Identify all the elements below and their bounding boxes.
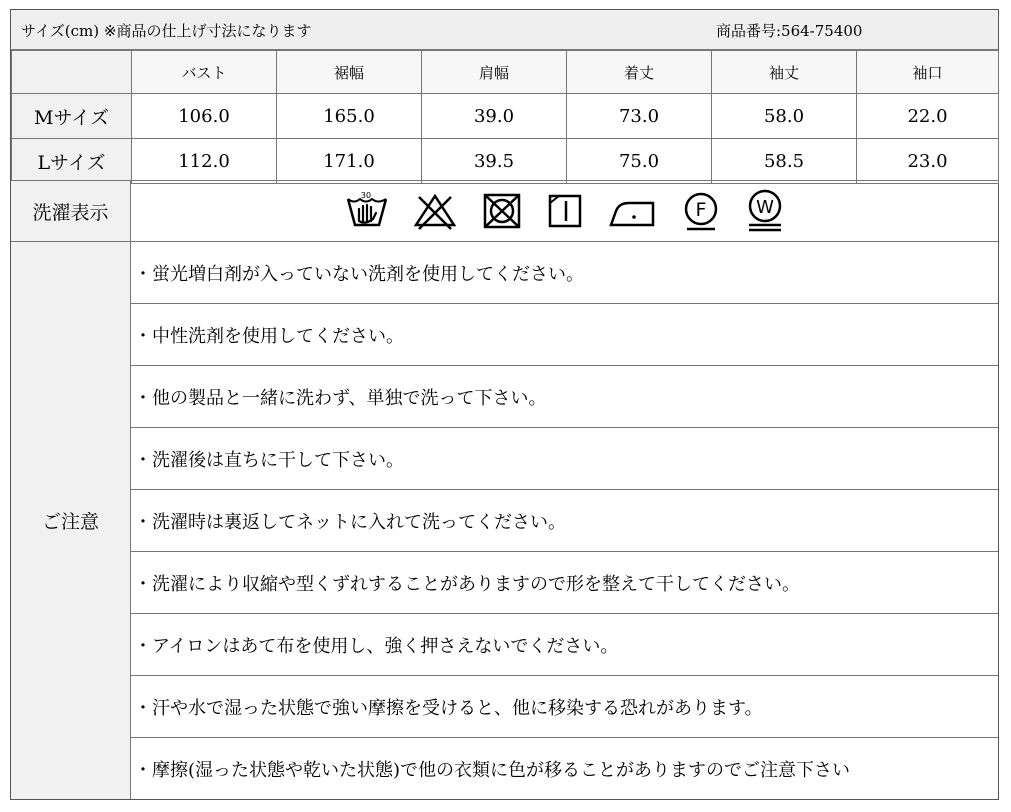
washing-symbols-row (11, 180, 998, 242)
table-cell: 58.5 (712, 139, 857, 184)
svg-text:30: 30 (360, 191, 371, 200)
hand-wash-30-icon (345, 191, 389, 231)
table-cell: 39.0 (422, 94, 567, 139)
product-number: 商品番号:564-75400 (716, 22, 863, 40)
row-label-l: Lサイズ (12, 139, 132, 184)
row-label-m: Mサイズ (12, 94, 132, 139)
list-item: ・中性洗剤を使用してください。 (131, 304, 998, 366)
notes-list (131, 242, 998, 799)
table-cell: 23.0 (857, 139, 999, 184)
list-item: ・洗濯により収縮や型くずれすることがありますので形を整えて干してください。 (131, 552, 998, 614)
col-bust: バスト (132, 51, 277, 94)
size-note: サイズ(cm) ※商品の仕上げ寸法になります (21, 22, 312, 40)
washing-icons (131, 181, 998, 241)
table-cell: 73.0 (567, 94, 712, 139)
header-bar (11, 10, 998, 50)
size-care-sheet (10, 9, 999, 800)
table-cell: 112.0 (132, 139, 277, 184)
table-cell: 106.0 (132, 94, 277, 139)
list-item: ・洗濯後は直ちに干して下さい。 (131, 428, 998, 490)
no-bleach-icon (413, 191, 457, 231)
wet-clean-W-icon (745, 188, 785, 234)
dry-clean-F-icon (681, 190, 721, 232)
washing-label: 洗濯表示 (11, 181, 131, 241)
list-item: ・アイロンはあて布を使用し、強く押さえないでください。 (131, 614, 998, 676)
no-tumble-dry-icon (481, 191, 523, 231)
table-cell: 171.0 (277, 139, 422, 184)
svg-text:F: F (695, 199, 706, 221)
list-item: ・汗や水で湿った状態で強い摩擦を受けると、他に移染する恐れがあります。 (131, 676, 998, 738)
list-item: ・蛍光増白剤が入っていない洗剤を使用してください。 (131, 242, 998, 304)
size-table-header (12, 51, 999, 94)
col-shoulder-width: 肩幅 (422, 51, 567, 94)
col-cuff: 袖口 (857, 51, 999, 94)
size-table (11, 50, 999, 184)
table-cell: 39.5 (422, 139, 567, 184)
table-cell: 165.0 (277, 94, 422, 139)
table-row (12, 139, 999, 184)
svg-text:W: W (755, 197, 774, 218)
iron-low-icon (607, 191, 657, 231)
table-row (12, 94, 999, 139)
table-cell: 22.0 (857, 94, 999, 139)
notes-label: ご注意 (11, 242, 131, 799)
col-sleeve-length: 袖丈 (712, 51, 857, 94)
list-item: ・他の製品と一緒に洗わず、単独で洗って下さい。 (131, 366, 998, 428)
list-item: ・洗濯時は裏返してネットに入れて洗ってください。 (131, 490, 998, 552)
corner-cell (12, 51, 132, 94)
table-cell: 58.0 (712, 94, 857, 139)
table-cell: 75.0 (567, 139, 712, 184)
col-hem-width: 裾幅 (277, 51, 422, 94)
care-notes-section (11, 242, 998, 799)
col-length: 着丈 (567, 51, 712, 94)
list-item: ・摩擦(湿った状態や乾いた状態)で他の衣類に色が移ることがありますのでご注意下さい (134, 759, 851, 781)
drip-dry-icon (547, 191, 583, 231)
